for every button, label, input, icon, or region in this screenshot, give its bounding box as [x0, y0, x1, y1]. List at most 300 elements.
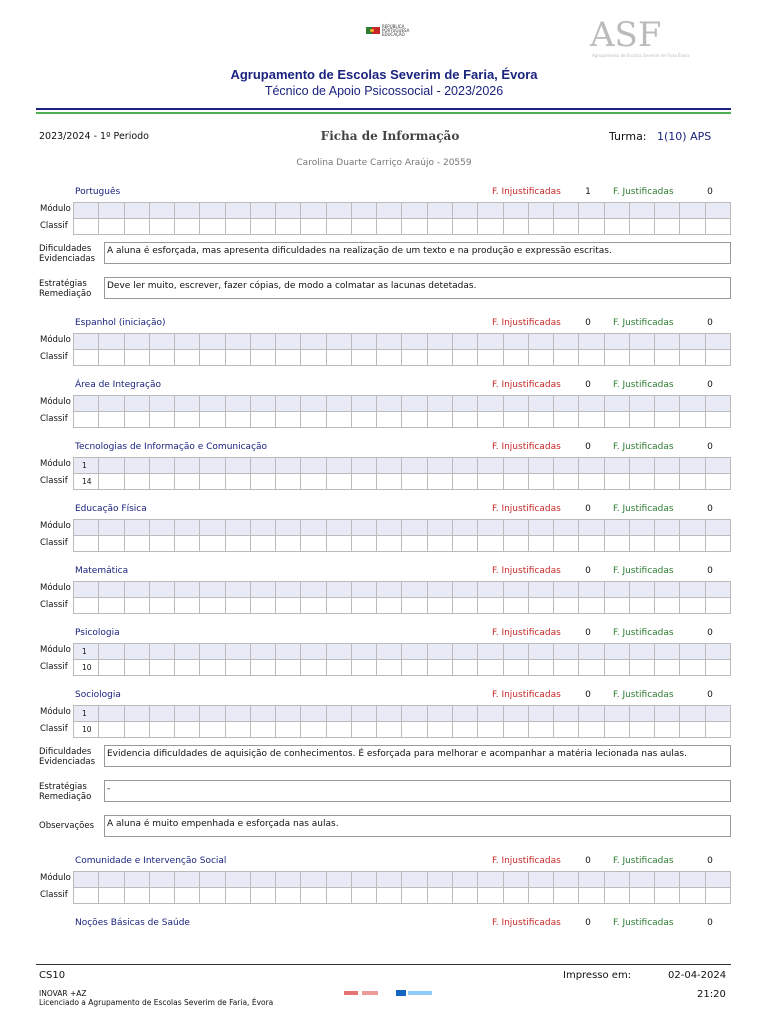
classif-cell	[327, 888, 352, 904]
classif-grid	[73, 350, 731, 366]
subject-name: Psicologia	[75, 628, 120, 638]
classif-cell	[99, 350, 124, 366]
modulo-cell	[226, 203, 251, 219]
classif-cell	[504, 219, 529, 235]
modulo-cell	[175, 706, 200, 722]
modulo-cell	[74, 396, 99, 412]
modulo-cell	[226, 520, 251, 536]
justified-absences-value: 0	[707, 690, 713, 700]
classif-cell	[478, 219, 503, 235]
modulo-grid	[73, 581, 731, 598]
classif-cell	[402, 660, 427, 676]
classif-cell	[504, 660, 529, 676]
classif-label: Classif	[40, 724, 68, 734]
modulo-cell	[579, 203, 604, 219]
modulo-cell	[150, 582, 175, 598]
classif-cell	[327, 350, 352, 366]
course-title: Técnico de Apoio Psicossocial - 2023/2026	[264, 84, 504, 98]
modulo-cell	[327, 334, 352, 350]
classif-cell	[276, 412, 301, 428]
classif-cell	[352, 888, 377, 904]
classif-cell	[706, 536, 731, 552]
classif-cell	[99, 722, 124, 738]
unjustified-absences-label: F. Injustificadas	[492, 918, 561, 928]
classif-cell	[352, 350, 377, 366]
modulo-cell	[453, 872, 478, 888]
justified-absences-label: F. Justificadas	[613, 504, 674, 514]
classif-cell	[554, 660, 579, 676]
modulo-cell	[478, 458, 503, 474]
classif-cell	[478, 412, 503, 428]
modulo-cell	[680, 644, 705, 660]
modulo-cell	[478, 872, 503, 888]
classif-cell	[630, 536, 655, 552]
asf-logo-caption: Agrupamento de Escolas Severim de Faria Évora	[592, 53, 690, 58]
modulo-cell	[579, 396, 604, 412]
classif-cell	[377, 219, 402, 235]
modulo-cell	[301, 520, 326, 536]
modulo-cell	[680, 396, 705, 412]
classif-cell	[706, 474, 731, 490]
classif-cell	[504, 474, 529, 490]
modulo-cell	[276, 644, 301, 660]
modulo-cell	[200, 872, 225, 888]
modulo-cell	[200, 458, 225, 474]
modulo-cell	[478, 520, 503, 536]
classif-cell	[529, 350, 554, 366]
classif-cell	[352, 598, 377, 614]
modulo-cell	[605, 582, 630, 598]
modulo-cell	[251, 872, 276, 888]
classif-cell	[301, 412, 326, 428]
modulo-cell	[377, 706, 402, 722]
modulo-label: Módulo	[40, 459, 71, 469]
asf-logo-text: ASF	[590, 15, 662, 55]
modulo-cell	[150, 872, 175, 888]
modulo-grid	[73, 395, 731, 412]
classif-cell	[301, 350, 326, 366]
classif-cell	[428, 722, 453, 738]
modulo-cell	[327, 706, 352, 722]
subject-name: Educação Física	[75, 504, 147, 514]
classif-cell	[377, 722, 402, 738]
classif-cell	[680, 722, 705, 738]
modulo-label: Módulo	[40, 707, 71, 717]
modulo-cell	[428, 334, 453, 350]
modulo-cell	[125, 872, 150, 888]
classif-cell	[226, 350, 251, 366]
modulo-cell	[706, 520, 731, 536]
classif-cell	[453, 474, 478, 490]
classif-cell	[453, 219, 478, 235]
modulo-cell	[605, 644, 630, 660]
classif-cell	[605, 350, 630, 366]
classif-cell	[352, 536, 377, 552]
difficulties-label: Dificuldades Evidenciadas	[39, 747, 96, 767]
modulo-cell	[605, 872, 630, 888]
modulo-cell	[630, 582, 655, 598]
classif-cell	[655, 660, 680, 676]
classif-cell	[680, 350, 705, 366]
classif-cell	[99, 536, 124, 552]
classif-cell	[453, 350, 478, 366]
modulo-cell	[251, 520, 276, 536]
modulo-cell	[554, 458, 579, 474]
classif-cell	[680, 412, 705, 428]
modulo-cell	[478, 334, 503, 350]
school-period: 2023/2024 - 1º Periodo	[39, 131, 149, 142]
modulo-cell	[99, 458, 124, 474]
classif-cell	[301, 536, 326, 552]
classif-cell	[605, 474, 630, 490]
classif-cell	[554, 888, 579, 904]
modulo-cell	[301, 582, 326, 598]
modulo-cell	[605, 706, 630, 722]
classif-cell	[327, 598, 352, 614]
classif-cell	[402, 350, 427, 366]
classif-cell	[529, 598, 554, 614]
modulo-cell	[125, 706, 150, 722]
header-rule-green	[36, 112, 731, 114]
classif-cell	[428, 350, 453, 366]
modulo-cell	[579, 644, 604, 660]
classif-cell	[251, 412, 276, 428]
justified-absences-value: 0	[707, 187, 713, 197]
student-name: Carolina Duarte Carriço Araújo - 20559	[296, 158, 472, 168]
modulo-cell	[605, 396, 630, 412]
classif-cell	[99, 598, 124, 614]
modulo-cell	[504, 396, 529, 412]
classif-cell	[402, 412, 427, 428]
classif-cell	[554, 412, 579, 428]
modulo-cell	[478, 582, 503, 598]
classif-cell	[150, 598, 175, 614]
modulo-cell	[605, 520, 630, 536]
modulo-cell	[529, 706, 554, 722]
classif-cell	[175, 219, 200, 235]
classif-grid	[73, 660, 731, 676]
classif-cell	[680, 660, 705, 676]
modulo-cell	[428, 396, 453, 412]
unjustified-absences-value: 0	[585, 566, 591, 576]
classif-label: Classif	[40, 221, 68, 231]
classif-cell	[706, 412, 731, 428]
modulo-cell	[125, 458, 150, 474]
modulo-cell	[478, 644, 503, 660]
modulo-cell	[150, 334, 175, 350]
modulo-cell	[428, 872, 453, 888]
modulo-cell	[706, 203, 731, 219]
modulo-cell	[706, 706, 731, 722]
modulo-cell	[529, 458, 554, 474]
classif-cell	[99, 888, 124, 904]
modulo-cell	[327, 872, 352, 888]
classif-cell	[605, 722, 630, 738]
modulo-cell	[529, 203, 554, 219]
classif-cell	[428, 888, 453, 904]
modulo-cell	[428, 582, 453, 598]
modulo-cell	[125, 520, 150, 536]
classif-label: Classif	[40, 662, 68, 672]
classif-cell	[226, 536, 251, 552]
classif-cell	[630, 474, 655, 490]
observations-text: A aluna é muito empenhada e esforçada nas aulas.	[104, 815, 731, 837]
modulo-cell	[276, 872, 301, 888]
classif-cell	[655, 536, 680, 552]
unjustified-absences-label: F. Injustificadas	[492, 690, 561, 700]
classif-cell	[529, 219, 554, 235]
modulo-cell	[226, 872, 251, 888]
subject-name: Comunidade e Intervenção Social	[75, 856, 227, 866]
modulo-label: Módulo	[40, 583, 71, 593]
modulo-cell	[125, 396, 150, 412]
software-name: INOVAR +AZ	[39, 989, 87, 998]
modulo-cell	[377, 396, 402, 412]
unjustified-absences-label: F. Injustificadas	[492, 856, 561, 866]
classif-cell	[630, 598, 655, 614]
subject-name: Espanhol (iniciação)	[75, 318, 166, 328]
subject-name: Sociologia	[75, 690, 121, 700]
modulo-grid	[73, 333, 731, 350]
modulo-cell	[706, 396, 731, 412]
classif-cell	[605, 598, 630, 614]
modulo-cell	[554, 582, 579, 598]
classif-cell	[554, 474, 579, 490]
modulo-cell	[327, 644, 352, 660]
justified-absences-label: F. Justificadas	[613, 918, 674, 928]
classif-cell	[680, 474, 705, 490]
classif-cell	[150, 660, 175, 676]
license-text: Licenciado a Agrupamento de Escolas Severim de Faria, Évora	[39, 998, 274, 1007]
classif-cell	[504, 598, 529, 614]
modulo-cell	[276, 520, 301, 536]
subject-name: Área de Integração	[75, 380, 162, 390]
classif-cell	[402, 888, 427, 904]
classif-cell	[352, 660, 377, 676]
modulo-grid	[73, 457, 731, 474]
classif-cell	[579, 660, 604, 676]
classif-cell	[478, 536, 503, 552]
unjustified-absences-label: F. Injustificadas	[492, 318, 561, 328]
classif-cell	[251, 536, 276, 552]
classif-cell	[377, 598, 402, 614]
classif-cell: 10	[74, 660, 99, 676]
classif-cell	[99, 219, 124, 235]
modulo-cell	[680, 520, 705, 536]
modulo-cell	[630, 203, 655, 219]
modulo-cell	[655, 334, 680, 350]
classif-cell	[428, 474, 453, 490]
classif-cell	[200, 474, 225, 490]
classif-cell	[428, 660, 453, 676]
classif-cell	[579, 722, 604, 738]
modulo-cell	[99, 520, 124, 536]
modulo-cell	[428, 458, 453, 474]
classif-cell	[200, 536, 225, 552]
modulo-cell	[99, 582, 124, 598]
modulo-cell	[352, 582, 377, 598]
modulo-cell	[175, 582, 200, 598]
classif-cell	[99, 660, 124, 676]
modulo-cell	[251, 644, 276, 660]
classif-cell	[251, 660, 276, 676]
modulo-cell	[529, 644, 554, 660]
modulo-label: Módulo	[40, 335, 71, 345]
modulo-cell	[99, 872, 124, 888]
classif-cell	[276, 219, 301, 235]
classif-cell	[251, 350, 276, 366]
classif-cell	[605, 536, 630, 552]
classif-cell	[125, 722, 150, 738]
classif-cell	[504, 888, 529, 904]
modulo-cell	[706, 334, 731, 350]
classif-cell	[579, 888, 604, 904]
modulo-grid	[73, 519, 731, 536]
modulo-cell	[200, 334, 225, 350]
modulo-cell	[504, 706, 529, 722]
classif-cell	[74, 598, 99, 614]
classif-cell	[453, 412, 478, 428]
modulo-cell	[478, 396, 503, 412]
classif-cell	[352, 219, 377, 235]
classif-cell	[200, 350, 225, 366]
modulo-cell	[504, 203, 529, 219]
classif-cell	[605, 412, 630, 428]
modulo-cell	[251, 582, 276, 598]
classif-cell	[579, 412, 604, 428]
modulo-cell	[226, 706, 251, 722]
unjustified-absences-label: F. Injustificadas	[492, 628, 561, 638]
classif-cell	[200, 888, 225, 904]
classif-cell	[251, 722, 276, 738]
modulo-label: Módulo	[40, 521, 71, 531]
modulo-cell	[706, 458, 731, 474]
subject-name: Português	[75, 187, 121, 197]
difficulties-text: A aluna é esforçada, mas apresenta dificuldades na realização de um texto e na produção e expressão escritas.	[104, 242, 731, 264]
modulo-cell	[554, 706, 579, 722]
modulo-cell	[352, 706, 377, 722]
modulo-cell	[200, 582, 225, 598]
unjustified-absences-value: 0	[585, 918, 591, 928]
modulo-cell	[352, 396, 377, 412]
modulo-cell	[327, 520, 352, 536]
modulo-cell: 1	[74, 706, 99, 722]
classif-cell	[402, 536, 427, 552]
modulo-cell	[327, 396, 352, 412]
classif-cell	[402, 722, 427, 738]
unjustified-absences-value: 1	[585, 187, 591, 197]
modulo-cell	[74, 520, 99, 536]
classif-cell	[579, 474, 604, 490]
classif-cell	[125, 888, 150, 904]
classif-cell	[150, 350, 175, 366]
modulo-cell	[99, 644, 124, 660]
classif-cell	[200, 598, 225, 614]
modulo-cell	[200, 644, 225, 660]
software-license	[39, 989, 279, 1007]
gov-logo-text: REPÚBLICA PORTUGUESA EDUCAÇÃO	[382, 24, 410, 37]
modulo-cell	[352, 334, 377, 350]
modulo-cell	[74, 203, 99, 219]
modulo-cell	[706, 644, 731, 660]
classif-cell	[125, 536, 150, 552]
classif-cell	[175, 536, 200, 552]
classif-cell	[655, 412, 680, 428]
classif-cell	[150, 412, 175, 428]
modulo-cell	[453, 396, 478, 412]
classif-label: Classif	[40, 476, 68, 486]
classif-cell	[680, 536, 705, 552]
unjustified-absences-label: F. Injustificadas	[492, 442, 561, 452]
unjustified-absences-label: F. Injustificadas	[492, 187, 561, 197]
modulo-cell	[655, 582, 680, 598]
printed-time: 21:20	[697, 989, 726, 1000]
classif-cell	[251, 474, 276, 490]
modulo-grid	[73, 202, 731, 219]
classif-cell	[630, 660, 655, 676]
unjustified-absences-label: F. Injustificadas	[492, 566, 561, 576]
justified-absences-value: 0	[707, 504, 713, 514]
modulo-cell	[125, 334, 150, 350]
classif-cell	[175, 412, 200, 428]
classif-cell	[680, 219, 705, 235]
classif-cell	[226, 660, 251, 676]
classif-cell	[276, 598, 301, 614]
classif-cell	[377, 350, 402, 366]
modulo-cell	[402, 872, 427, 888]
classif-cell	[175, 888, 200, 904]
modulo-cell: 1	[74, 458, 99, 474]
classif-cell	[327, 412, 352, 428]
classif-cell	[630, 888, 655, 904]
classif-cell	[226, 722, 251, 738]
modulo-cell	[301, 334, 326, 350]
modulo-cell	[377, 334, 402, 350]
classif-grid	[73, 412, 731, 428]
modulo-cell	[605, 458, 630, 474]
classif-cell	[680, 598, 705, 614]
modulo-cell	[630, 334, 655, 350]
classif-cell	[125, 474, 150, 490]
classif-cell: 10	[74, 722, 99, 738]
modulo-cell: 1	[74, 644, 99, 660]
modulo-cell	[276, 706, 301, 722]
classif-cell	[579, 350, 604, 366]
modulo-cell	[99, 706, 124, 722]
modulo-cell	[579, 334, 604, 350]
classif-cell	[150, 219, 175, 235]
classif-cell	[377, 888, 402, 904]
modulo-cell	[99, 203, 124, 219]
asf-logo	[586, 12, 690, 68]
classif-cell	[125, 219, 150, 235]
modulo-cell	[504, 334, 529, 350]
classif-cell	[125, 598, 150, 614]
modulo-cell	[428, 520, 453, 536]
classif-cell	[504, 722, 529, 738]
classif-cell	[251, 888, 276, 904]
justified-absences-value: 0	[707, 318, 713, 328]
subject-name: Noções Básicas de Saúde	[75, 918, 190, 928]
classif-grid	[73, 888, 731, 904]
classif-cell	[402, 219, 427, 235]
modulo-cell	[352, 203, 377, 219]
modulo-cell	[226, 334, 251, 350]
classif-cell	[655, 888, 680, 904]
classif-cell	[554, 598, 579, 614]
modulo-cell	[402, 706, 427, 722]
modulo-cell	[478, 706, 503, 722]
